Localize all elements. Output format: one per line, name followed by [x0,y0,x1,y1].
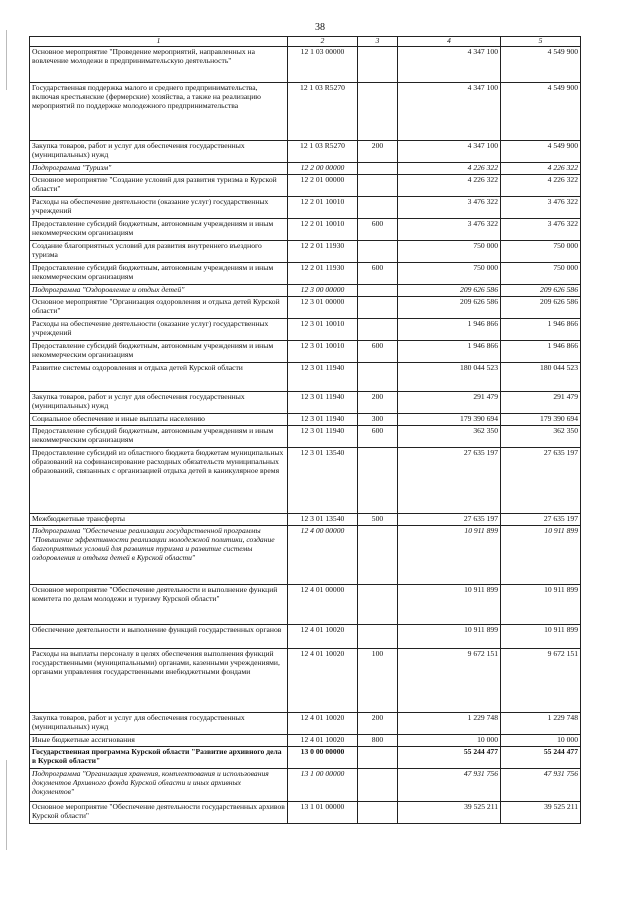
row-amount-year2-cell: 1 946 866 [501,340,581,362]
row-amount-year1-cell: 4 226 322 [398,162,501,174]
row-name-cell: Предоставление субсидий бюджетным, автономным учреждениям и иным некоммерческим организациям [30,262,288,284]
header-col-4: 4 [398,37,501,47]
row-amount-year1-cell: 47 931 756 [398,768,501,801]
row-expense-type-cell: 600 [358,340,398,362]
table-row [30,174,581,196]
row-code-cell: 12 3 01 13540 [288,447,358,513]
row-amount-year2-cell: 55 244 477 [501,746,581,768]
row-amount-year1-cell: 209 626 586 [398,296,501,318]
scan-edge-line [6,760,7,850]
row-expense-type-cell [358,284,398,296]
row-code-cell: 12 1 03 00000 [288,46,358,82]
table-row [30,768,581,801]
row-expense-type-cell [358,801,398,823]
row-amount-year2-cell: 47 931 756 [501,768,581,801]
page-number: 38 [315,22,325,33]
row-amount-year2-cell: 4 226 322 [501,162,581,174]
row-amount-year1-cell: 3 476 322 [398,218,501,240]
table-row [30,447,581,513]
table-row [30,340,581,362]
table-row [30,525,581,584]
header-col-3: 3 [358,37,398,47]
row-expense-type-cell [358,584,398,624]
row-expense-type-cell [358,746,398,768]
row-amount-year2-cell: 209 626 586 [501,284,581,296]
row-amount-year2-cell: 3 476 322 [501,196,581,218]
table-row [30,362,581,391]
row-name-cell: Подпрограмма "Туризм" [30,162,288,174]
row-amount-year2-cell: 179 390 694 [501,413,581,425]
table-row [30,624,581,648]
row-name-cell: Расходы на обеспечение деятельности (оказание услуг) государственных учреждений [30,318,288,340]
row-code-cell: 12 4 01 10020 [288,734,358,746]
row-name-cell: Обеспечение деятельности и выполнение функций государственных органов [30,624,288,648]
row-amount-year2-cell: 4 549 900 [501,46,581,82]
table-row [30,584,581,624]
row-name-cell: Подпрограмма "Оздоровление и отдых детей" [30,284,288,296]
row-name-cell: Создание благоприятных условий для развития внутреннего въездного туризма [30,240,288,262]
table-row [30,648,581,712]
row-amount-year2-cell: 9 672 151 [501,648,581,712]
row-amount-year1-cell: 180 044 523 [398,362,501,391]
budget-table [29,36,581,824]
row-amount-year2-cell: 291 479 [501,391,581,413]
row-code-cell: 12 3 01 00000 [288,296,358,318]
row-code-cell: 12 3 01 10010 [288,318,358,340]
row-name-cell: Основное мероприятие "Создание условий для развития туризма в Курской области" [30,174,288,196]
row-amount-year1-cell: 4 347 100 [398,140,501,162]
row-amount-year1-cell: 39 525 211 [398,801,501,823]
row-code-cell: 12 3 01 11940 [288,425,358,447]
table-row [30,413,581,425]
table-row [30,82,581,140]
row-expense-type-cell [358,768,398,801]
row-expense-type-cell [358,240,398,262]
row-expense-type-cell: 600 [358,262,398,284]
row-code-cell: 12 3 01 11940 [288,391,358,413]
row-name-cell: Закупка товаров, работ и услуг для обеспечения государственных (муниципальных) нужд [30,391,288,413]
row-amount-year2-cell: 39 525 211 [501,801,581,823]
row-expense-type-cell: 100 [358,648,398,712]
table-body [30,46,581,823]
row-amount-year2-cell: 750 000 [501,262,581,284]
table-row [30,734,581,746]
table-row [30,284,581,296]
row-code-cell: 12 2 01 10010 [288,218,358,240]
row-name-cell: Закупка товаров, работ и услуг для обеспечения государственных (муниципальных) нужд [30,140,288,162]
row-amount-year1-cell: 1 946 866 [398,340,501,362]
row-amount-year1-cell: 55 244 477 [398,746,501,768]
table-row [30,140,581,162]
row-code-cell: 12 1 03 R5270 [288,140,358,162]
row-expense-type-cell [358,318,398,340]
table-header [30,37,581,47]
row-expense-type-cell [358,196,398,218]
row-code-cell: 12 3 01 11940 [288,362,358,391]
row-expense-type-cell [358,362,398,391]
row-name-cell: Предоставление субсидий бюджетным, автономным учреждениям и иным некоммерческим организациям [30,340,288,362]
row-amount-year1-cell: 1 229 748 [398,712,501,734]
row-name-cell: Расходы на выплаты персоналу в целях обеспечения выполнения функций государственными (муниципальными) органами, казенными учреждениями, органами управления государственными внебюджетными фондами [30,648,288,712]
row-code-cell: 13 0 00 00000 [288,746,358,768]
row-amount-year1-cell: 750 000 [398,240,501,262]
row-amount-year1-cell: 27 635 197 [398,513,501,525]
row-amount-year2-cell: 1 946 866 [501,318,581,340]
row-amount-year1-cell: 10 911 899 [398,584,501,624]
table-row [30,240,581,262]
row-amount-year2-cell: 4 549 900 [501,82,581,140]
table-row [30,46,581,82]
row-code-cell: 12 2 01 11930 [288,262,358,284]
row-amount-year2-cell: 4 226 322 [501,174,581,196]
row-expense-type-cell: 200 [358,391,398,413]
row-name-cell: Развитие системы оздоровления и отдыха детей Курской области [30,362,288,391]
row-amount-year2-cell: 4 549 900 [501,140,581,162]
table-row [30,262,581,284]
row-amount-year1-cell: 10 911 899 [398,624,501,648]
row-amount-year2-cell: 3 476 322 [501,218,581,240]
row-amount-year1-cell: 209 626 586 [398,284,501,296]
header-col-2: 2 [288,37,358,47]
table-row [30,746,581,768]
row-amount-year1-cell: 27 635 197 [398,447,501,513]
row-expense-type-cell: 500 [358,513,398,525]
row-amount-year2-cell: 10 911 899 [501,624,581,648]
row-code-cell: 12 3 00 00000 [288,284,358,296]
scan-edge-line [6,30,7,90]
row-amount-year1-cell: 4 226 322 [398,174,501,196]
row-amount-year1-cell: 9 672 151 [398,648,501,712]
header-col-1: 1 [30,37,288,47]
row-expense-type-cell [358,525,398,584]
header-col-5: 5 [501,37,581,47]
row-amount-year2-cell: 10 911 899 [501,584,581,624]
row-amount-year1-cell: 4 347 100 [398,82,501,140]
row-expense-type-cell [358,162,398,174]
row-code-cell: 12 2 01 10010 [288,196,358,218]
row-expense-type-cell: 200 [358,712,398,734]
row-name-cell: Предоставление субсидий бюджетным, автономным учреждениям и иным некоммерческим организациям [30,425,288,447]
row-amount-year1-cell: 4 347 100 [398,46,501,82]
table-row [30,162,581,174]
row-amount-year1-cell: 10 000 [398,734,501,746]
row-amount-year2-cell: 180 044 523 [501,362,581,391]
row-name-cell: Межбюджетные трансферты [30,513,288,525]
row-code-cell: 12 3 01 11940 [288,413,358,425]
row-code-cell: 12 3 01 13540 [288,513,358,525]
row-name-cell: Государственная поддержка малого и среднего предпринимательства, включая крестьянские (фермерские) хозяйства, а также на реализацию мероприятий по поддержке молодежного предпринимательства [30,82,288,140]
row-expense-type-cell [358,46,398,82]
row-code-cell: 12 4 01 10020 [288,624,358,648]
row-amount-year2-cell: 362 350 [501,425,581,447]
row-expense-type-cell: 600 [358,218,398,240]
row-code-cell: 12 2 00 00000 [288,162,358,174]
table-row [30,712,581,734]
table-row [30,218,581,240]
row-expense-type-cell: 200 [358,140,398,162]
table-row [30,391,581,413]
row-expense-type-cell [358,624,398,648]
row-name-cell: Основное мероприятие "Обеспечение деятельности и выполнение функций комитета по делам молодежи и туризму Курской области" [30,584,288,624]
table-row [30,318,581,340]
row-expense-type-cell: 300 [358,413,398,425]
row-amount-year2-cell: 27 635 197 [501,513,581,525]
row-expense-type-cell [358,82,398,140]
row-expense-type-cell [358,447,398,513]
table-row [30,296,581,318]
row-amount-year2-cell: 10 911 899 [501,525,581,584]
row-amount-year1-cell: 179 390 694 [398,413,501,425]
row-name-cell: Расходы на обеспечение деятельности (оказание услуг) государственных учреждений [30,196,288,218]
row-code-cell: 13 1 01 00000 [288,801,358,823]
row-amount-year2-cell: 10 000 [501,734,581,746]
row-name-cell: Основное мероприятие "Организация оздоровления и отдыха детей Курской области" [30,296,288,318]
row-code-cell: 12 3 01 10010 [288,340,358,362]
row-amount-year1-cell: 291 479 [398,391,501,413]
row-amount-year1-cell: 3 476 322 [398,196,501,218]
table-row [30,513,581,525]
row-name-cell: Основное мероприятие "Проведение мероприятий, направленных на вовлечение молодежи в предпринимательскую деятельность" [30,46,288,82]
row-name-cell: Предоставление субсидий бюджетным, автономным учреждениям и иным некоммерческим организациям [30,218,288,240]
table-row [30,196,581,218]
row-name-cell: Подпрограмма "Организация хранения, комплектования и использования документов Архивного фонда Курской области и иных архивных документов" [30,768,288,801]
row-amount-year1-cell: 362 350 [398,425,501,447]
row-amount-year1-cell: 10 911 899 [398,525,501,584]
row-code-cell: 12 4 01 00000 [288,584,358,624]
row-name-cell: Предоставление субсидий из областного бюджета бюджетам муниципальных образований на софинансирование расходных обязательств муниципальных образований, связанных с организацией отдыха детей в каникулярное время [30,447,288,513]
row-code-cell: 12 2 01 11930 [288,240,358,262]
table-row [30,801,581,823]
row-code-cell: 12 2 01 00000 [288,174,358,196]
row-name-cell: Иные бюджетные ассигнования [30,734,288,746]
row-expense-type-cell: 600 [358,425,398,447]
row-name-cell: Социальное обеспечение и иные выплаты населению [30,413,288,425]
row-code-cell: 12 4 00 00000 [288,525,358,584]
row-name-cell: Основное мероприятие "Обеспечение деятельности государственных архивов Курской области" [30,801,288,823]
row-amount-year2-cell: 27 635 197 [501,447,581,513]
row-amount-year2-cell: 750 000 [501,240,581,262]
row-amount-year1-cell: 750 000 [398,262,501,284]
row-expense-type-cell [358,174,398,196]
row-amount-year2-cell: 209 626 586 [501,296,581,318]
row-code-cell: 13 1 00 00000 [288,768,358,801]
row-name-cell: Закупка товаров, работ и услуг для обеспечения государственных (муниципальных) нужд [30,712,288,734]
row-amount-year2-cell: 1 229 748 [501,712,581,734]
row-amount-year1-cell: 1 946 866 [398,318,501,340]
row-expense-type-cell: 800 [358,734,398,746]
header-row [30,37,581,47]
row-code-cell: 12 1 03 R5270 [288,82,358,140]
row-expense-type-cell [358,296,398,318]
table-row [30,425,581,447]
row-code-cell: 12 4 01 10020 [288,648,358,712]
row-name-cell: Государственная программа Курской области "Развитие архивного дела в Курской области" [30,746,288,768]
row-name-cell: Подпрограмма "Обеспечение реализации государственной программы "Повышение эффективности реализации молодежной политики, создание благоприятных условий для развития туризма и развитие системы оздоровления и отдыха детей в Курской области" [30,525,288,584]
row-code-cell: 12 4 01 10020 [288,712,358,734]
